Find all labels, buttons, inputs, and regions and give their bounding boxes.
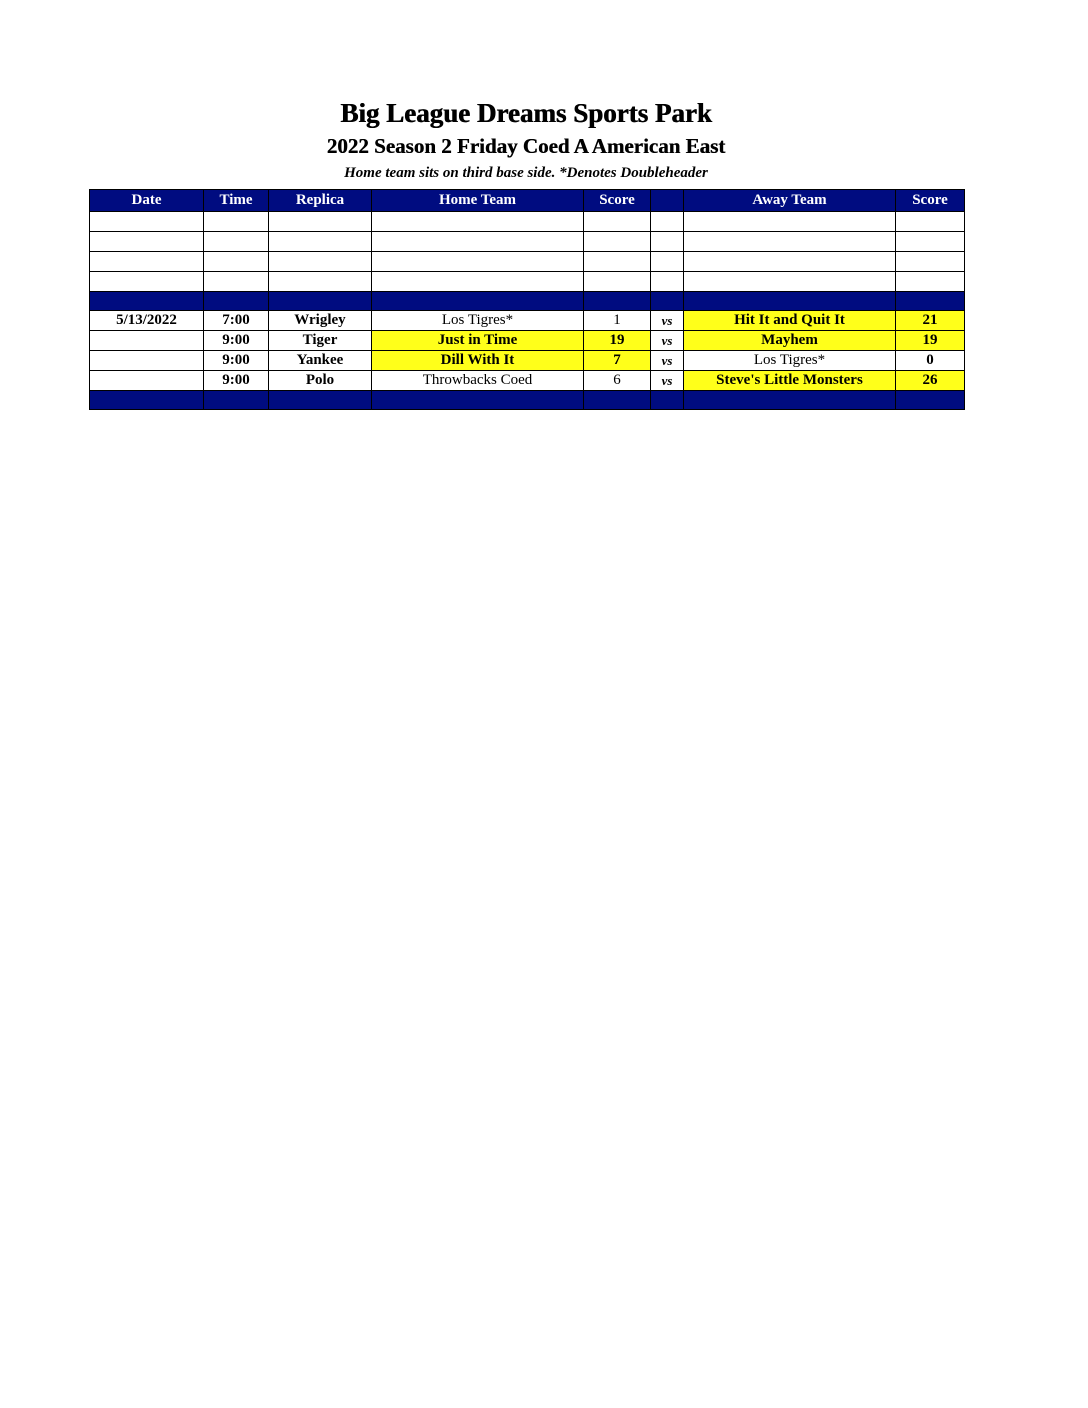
column-header-vs	[651, 190, 684, 212]
home-team: Los Tigres*	[372, 311, 584, 331]
divider-cell	[684, 292, 896, 311]
game-replica: Yankee	[269, 351, 372, 371]
home-score: 1	[584, 311, 651, 331]
away-score: 19	[896, 331, 965, 351]
away-score: 21	[896, 311, 965, 331]
empty-cell	[204, 272, 269, 292]
column-header-home-team: Home Team	[372, 190, 584, 212]
empty-cell	[269, 272, 372, 292]
empty-cell	[684, 252, 896, 272]
game-time: 9:00	[204, 331, 269, 351]
home-score: 19	[584, 331, 651, 351]
divider-cell	[90, 292, 204, 311]
divider-cell	[372, 391, 584, 410]
empty-cell	[684, 272, 896, 292]
empty-row	[90, 232, 965, 252]
vs-label: vs	[651, 351, 684, 371]
empty-cell	[651, 252, 684, 272]
empty-cell	[584, 272, 651, 292]
empty-cell	[90, 252, 204, 272]
vs-label: vs	[651, 371, 684, 391]
empty-cell	[896, 232, 965, 252]
vs-label: vs	[651, 331, 684, 351]
column-header-replica: Replica	[269, 190, 372, 212]
empty-cell	[651, 212, 684, 232]
empty-cell	[896, 252, 965, 272]
empty-cell	[651, 232, 684, 252]
empty-cell	[269, 252, 372, 272]
column-header-away-score: Score	[896, 190, 965, 212]
empty-cell	[269, 212, 372, 232]
away-team: Mayhem	[684, 331, 896, 351]
empty-cell	[651, 272, 684, 292]
column-header-home-score: Score	[584, 190, 651, 212]
divider-cell	[896, 391, 965, 410]
schedule-note: Home team sits on third base side. *Denotes Doubleheader	[344, 165, 708, 181]
home-team: Dill With It	[372, 351, 584, 371]
divider-cell	[651, 292, 684, 311]
away-score: 0	[896, 351, 965, 371]
divider-cell	[896, 292, 965, 311]
empty-cell	[90, 272, 204, 292]
away-team: Steve's Little Monsters	[684, 371, 896, 391]
divider-cell	[684, 391, 896, 410]
game-date: 5/13/2022	[90, 311, 204, 331]
vs-label: vs	[651, 311, 684, 331]
header-row	[90, 190, 965, 212]
empty-row	[90, 252, 965, 272]
empty-cell	[372, 232, 584, 252]
home-team: Just in Time	[372, 331, 584, 351]
game-date	[90, 331, 204, 351]
column-header-time: Time	[204, 190, 269, 212]
divider-cell	[269, 292, 372, 311]
home-team: Throwbacks Coed	[372, 371, 584, 391]
page-title: Big League Dreams Sports Park	[340, 98, 712, 128]
away-team: Los Tigres*	[684, 351, 896, 371]
empty-cell	[204, 212, 269, 232]
home-score: 7	[584, 351, 651, 371]
divider-cell	[269, 391, 372, 410]
game-time: 9:00	[204, 351, 269, 371]
game-date	[90, 351, 204, 371]
divider-cell	[651, 391, 684, 410]
schedule-table	[89, 189, 965, 410]
game-replica: Wrigley	[269, 311, 372, 331]
empty-row	[90, 272, 965, 292]
game-row	[90, 331, 965, 351]
divider-cell	[90, 391, 204, 410]
empty-cell	[584, 252, 651, 272]
empty-cell	[204, 232, 269, 252]
empty-cell	[684, 232, 896, 252]
empty-cell	[269, 232, 372, 252]
empty-cell	[90, 212, 204, 232]
game-replica: Tiger	[269, 331, 372, 351]
empty-cell	[204, 252, 269, 272]
divider-cell	[584, 391, 651, 410]
away-team: Hit It and Quit It	[684, 311, 896, 331]
empty-cell	[90, 232, 204, 252]
divider-row	[90, 391, 965, 410]
game-row	[90, 351, 965, 371]
empty-row	[90, 212, 965, 232]
game-row	[90, 371, 965, 391]
away-score: 26	[896, 371, 965, 391]
divider-cell	[584, 292, 651, 311]
empty-cell	[584, 232, 651, 252]
empty-cell	[372, 252, 584, 272]
empty-cell	[896, 272, 965, 292]
column-header-date: Date	[90, 190, 204, 212]
game-time: 7:00	[204, 311, 269, 331]
empty-cell	[896, 212, 965, 232]
empty-cell	[584, 212, 651, 232]
divider-row	[90, 292, 965, 311]
game-date	[90, 371, 204, 391]
divider-cell	[204, 391, 269, 410]
home-score: 6	[584, 371, 651, 391]
divider-cell	[372, 292, 584, 311]
empty-cell	[372, 212, 584, 232]
empty-cell	[684, 212, 896, 232]
game-replica: Polo	[269, 371, 372, 391]
league-subtitle: 2022 Season 2 Friday Coed A American East	[326, 134, 726, 158]
game-time: 9:00	[204, 371, 269, 391]
column-header-away-team: Away Team	[684, 190, 896, 212]
empty-cell	[372, 272, 584, 292]
game-row	[90, 311, 965, 331]
divider-cell	[204, 292, 269, 311]
